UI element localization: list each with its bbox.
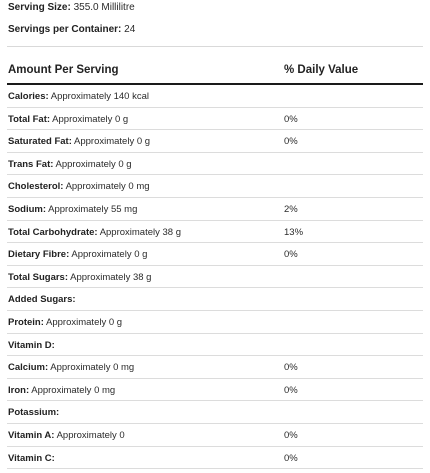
nutrient-name: Calcium: [8, 362, 49, 374]
nutrient-row [7, 379, 423, 402]
nutrient-label [8, 159, 132, 170]
nutrient-daily-value: 0% [284, 136, 298, 148]
nutrient-label [8, 453, 55, 464]
nutrient-row [7, 356, 423, 379]
nutrient-label [8, 385, 115, 396]
serving-size [8, 2, 135, 14]
nutrient-name: Total Fat: [8, 113, 51, 125]
nutrient-row [7, 243, 423, 266]
nutrient-daily-value: 0% [284, 429, 298, 441]
nutrient-row [7, 288, 423, 311]
nutrient-daily-value: 13% [284, 226, 304, 238]
nutrient-daily-value: 0% [284, 362, 298, 374]
nutrient-amount: Approximately 0 mg [31, 384, 116, 396]
nutrient-label [8, 272, 151, 283]
nutrient-name: Trans Fat: [8, 158, 54, 170]
daily-value-header: % Daily Value [284, 64, 359, 76]
nutrient-row [7, 108, 423, 131]
nutrient-name: Total Carbohydrate: [8, 226, 98, 238]
nutrient-label [8, 204, 137, 215]
nutrient-name: Sodium: [8, 203, 46, 215]
nutrient-name: Cholesterol: [8, 181, 64, 193]
divider [7, 46, 423, 47]
nutrient-row [7, 401, 423, 424]
nutrient-label [8, 114, 128, 125]
nutrient-row [7, 447, 423, 470]
nutrient-amount: Approximately 0 mg [50, 362, 135, 374]
nutrient-table [7, 85, 423, 469]
nutrient-amount: Approximately 0 [56, 429, 125, 441]
nutrient-name: Vitamin A: [8, 429, 55, 441]
nutrient-name: Calories: [8, 91, 49, 102]
nutrient-amount: Approximately 38 g [99, 226, 182, 238]
nutrient-row [7, 311, 423, 334]
servings-per-container-value: 24 [124, 24, 136, 35]
nutrient-row [7, 221, 423, 244]
nutrient-row [7, 85, 423, 108]
nutrient-name: Potassium: [8, 407, 60, 419]
nutrient-daily-value: 2% [284, 203, 298, 215]
nutrient-label [8, 430, 125, 441]
nutrient-name: Saturated Fat: [8, 136, 72, 148]
nutrient-name: Added Sugars: [8, 294, 76, 306]
nutrient-daily-value: 0% [284, 249, 298, 261]
nutrient-row [7, 130, 423, 153]
nutrient-label [8, 136, 150, 147]
nutrient-name: Total Sugars: [8, 271, 68, 283]
nutrient-amount: Approximately 55 mg [48, 203, 138, 215]
servings-per-container [8, 24, 135, 36]
nutrient-label [8, 181, 150, 192]
nutrient-label [8, 407, 59, 418]
nutrient-amount: Approximately 0 g [71, 249, 148, 261]
nutrient-label [8, 294, 76, 305]
nutrient-row [7, 198, 423, 221]
nutrient-row [7, 266, 423, 289]
nutrient-label [8, 249, 147, 260]
nutrient-amount: Approximately 0 mg [65, 181, 150, 193]
nutrient-label [8, 91, 149, 102]
nutrient-name: Vitamin C: [8, 452, 55, 464]
amount-per-serving-header: Amount Per Serving [8, 64, 119, 76]
serving-size-label: Serving Size: [8, 2, 71, 13]
nutrient-name: Protein: [8, 316, 44, 328]
nutrient-label [8, 317, 122, 328]
nutrient-name: Vitamin D: [8, 339, 55, 351]
nutrient-amount: Approximately 0 g [55, 158, 132, 170]
nutrient-row [7, 153, 423, 176]
nutrient-daily-value: 0% [284, 384, 298, 396]
nutrient-row [7, 334, 423, 357]
nutrient-name: Dietary Fibre: [8, 249, 70, 261]
nutrient-amount: Approximately 38 g [70, 271, 152, 283]
nutrient-amount: Approximately 0 g [74, 136, 151, 148]
nutrient-daily-value: 0% [284, 452, 298, 464]
nutrient-row [7, 175, 423, 198]
nutrient-label [8, 227, 181, 238]
nutrient-label [8, 340, 55, 351]
nutrient-amount: Approximately 0 g [52, 113, 129, 125]
serving-size-value: 355.0 Millilitre [73, 2, 135, 13]
nutrient-label [8, 362, 134, 373]
nutrient-daily-value: 0% [284, 113, 298, 125]
servings-per-container-label: Servings per Container: [8, 24, 122, 35]
nutrient-name: Iron: [8, 384, 30, 396]
nutrient-row [7, 424, 423, 447]
nutrient-amount: Approximately 140 kcal [50, 91, 149, 102]
nutrient-amount: Approximately 0 g [46, 316, 123, 328]
